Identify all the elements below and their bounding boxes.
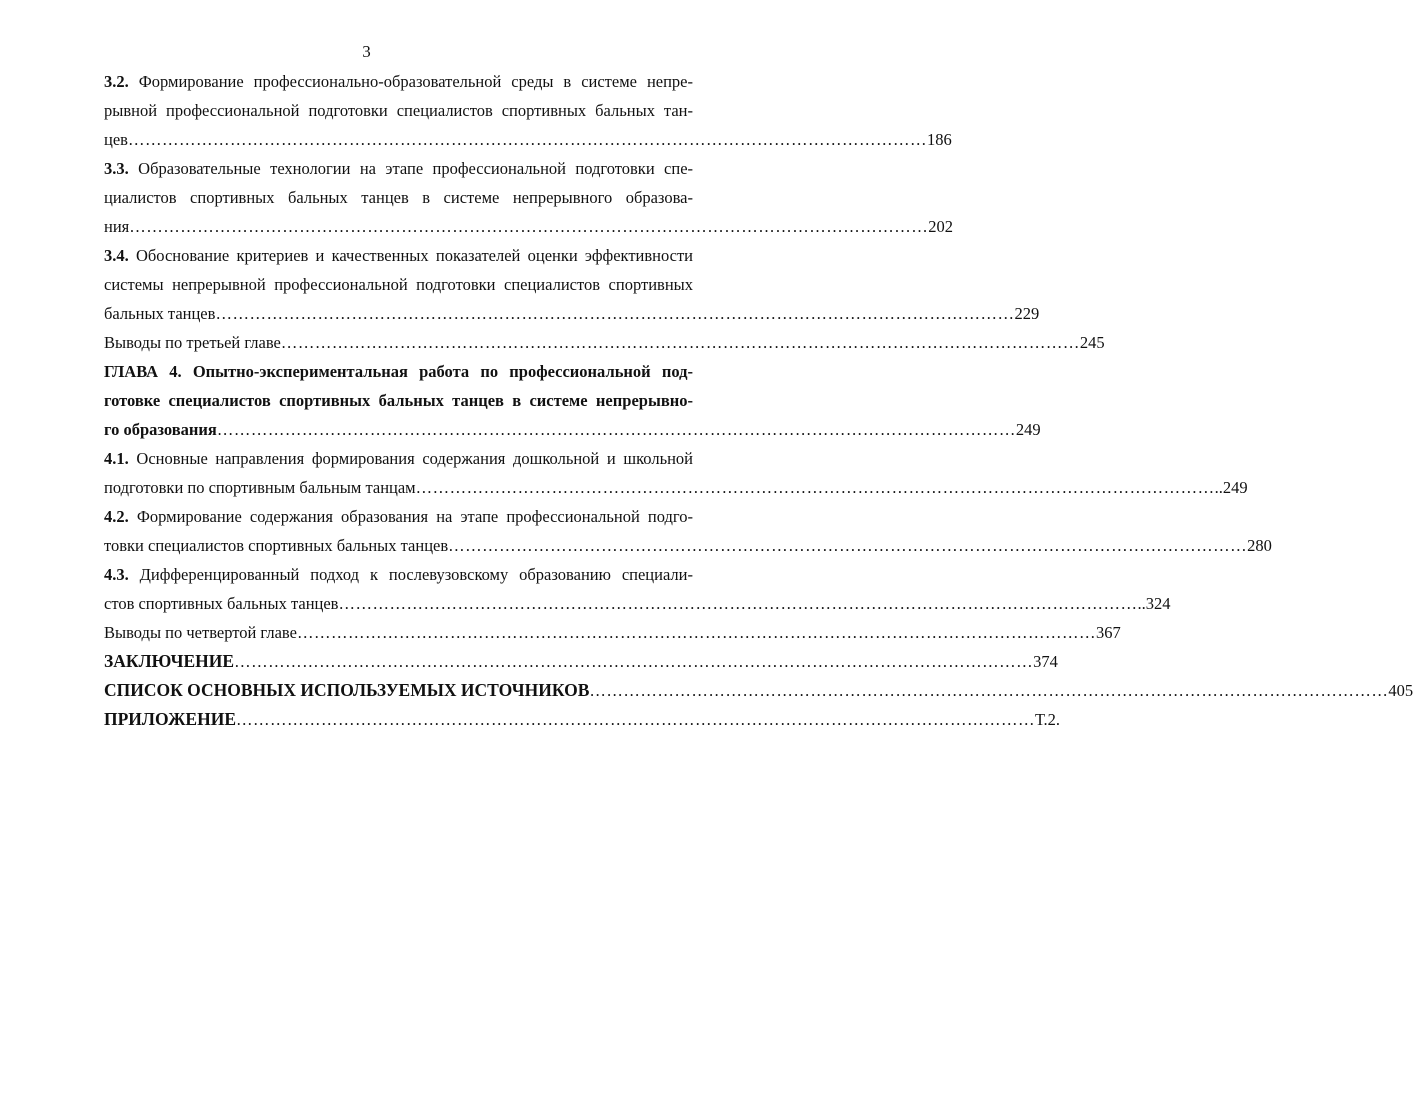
- toc-entry-text: Основные направления формирования содержания дошкольной и школьной: [136, 449, 693, 468]
- toc-page-number: ..324: [1137, 594, 1171, 613]
- dot-leader: ……………………………………………………………………………………………………………………………: [236, 710, 1036, 729]
- dot-leader: ……………………………………………………………………………………………………………………………: [280, 333, 1080, 352]
- dot-leader: ……………………………………………………………………………………………………………………………: [127, 130, 927, 149]
- toc-page-number: 367: [1095, 623, 1121, 642]
- toc-page-number: 186: [926, 130, 952, 149]
- toc-page-number: 229: [1014, 304, 1040, 323]
- toc-entry-text: бальных танцев: [104, 304, 216, 323]
- toc-page-number: 374: [1033, 652, 1058, 671]
- toc-entry-text: подготовки по спортивным бальным танцам: [104, 478, 416, 497]
- toc-entry-appendix: [104, 705, 1060, 734]
- page-number: 3: [362, 42, 371, 61]
- toc-page-number: 202: [928, 217, 953, 236]
- toc-page-number: 405: [1388, 681, 1413, 700]
- toc-entry-number: 3.4.: [104, 246, 129, 265]
- toc-entry-text: цев: [104, 130, 128, 149]
- toc-entry-4-3-line-1: [104, 560, 693, 589]
- toc-entry-text: Выводы по третьей главе: [104, 333, 281, 352]
- toc-entry-text: Дифференцированный подход к послевузовскому образованию специали-: [139, 565, 693, 584]
- toc-entry-text: ЗАКЛЮЧЕНИЕ: [104, 651, 235, 671]
- dot-leader: ……………………………………………………………………………………………………………………………: [129, 217, 929, 236]
- toc-entry-text: ПРИЛОЖЕНИЕ: [104, 709, 237, 729]
- toc-entry-number: 3.3.: [104, 159, 129, 178]
- toc-page-number: 249: [1015, 420, 1041, 439]
- toc-entry-number: 4.1.: [104, 449, 129, 468]
- toc-entry-text: Формирование профессионально-образовательной среды в системе непре-: [138, 72, 693, 91]
- toc-page-number: 280: [1247, 536, 1272, 555]
- toc-entry-4-3-line-2: [104, 589, 1171, 618]
- toc-entry-4-1-line-2: [104, 473, 1248, 502]
- dot-leader: ……………………………………………………………………………………………………………………………: [338, 594, 1138, 613]
- dot-leader: ……………………………………………………………………………………………………………………………: [215, 304, 1015, 323]
- toc-entry-conclusion: [104, 647, 1058, 676]
- toc-entry-4-1-line-1: [104, 444, 693, 473]
- toc-page-number: 245: [1079, 333, 1105, 352]
- toc-entry-text: СПИСОК ОСНОВНЫХ ИСПОЛЬЗУЕМЫХ ИСТОЧНИКОВ: [104, 680, 590, 700]
- toc-entry-text: Выводы по четвертой главе: [104, 623, 297, 642]
- toc-entry-3-2-line-2: рывной профессиональной подготовки специалистов спортивных бальных тан-: [104, 101, 693, 120]
- toc-entry-text: го образования: [104, 420, 217, 439]
- dot-leader: ……………………………………………………………………………………………………………………………: [234, 652, 1034, 671]
- toc-entry-3-3-line-2: циалистов спортивных бальных танцев в системе непрерывного образова-: [104, 188, 693, 207]
- toc-chapter-4-line-1: ГЛАВА 4. Опытно-экспериментальная работа по профессиональной под-: [104, 362, 693, 381]
- toc-entry-3-3-line-3: [104, 212, 953, 241]
- toc-chapter-4-line-3: [104, 415, 1041, 444]
- toc-entry-text: стов спортивных бальных танцев: [104, 594, 339, 613]
- dot-leader: ……………………………………………………………………………………………………………………………: [448, 536, 1248, 555]
- toc-chapter-4-line-2: готовке специалистов спортивных бальных танцев в системе непрерывно-: [104, 391, 693, 410]
- toc-entry-3-4-line-3: [104, 299, 1040, 328]
- toc-entry-conclusions-ch4: [104, 618, 1121, 647]
- toc-entry-3-3-line-1: [104, 154, 693, 183]
- toc-entry-4-2-line-1: [104, 502, 693, 531]
- toc-entry-number: 4.2.: [104, 507, 129, 526]
- dot-leader: ……………………………………………………………………………………………………………………………: [216, 420, 1016, 439]
- toc-entry-bibliography: [104, 676, 1413, 705]
- toc-entry-3-4-line-1: [104, 241, 693, 270]
- toc-entry-3-4-line-2: системы непрерывной профессиональной подготовки специалистов спортивных: [104, 275, 693, 294]
- toc-entry-4-2-line-2: [104, 531, 1272, 560]
- toc-entry-number: 4.3.: [104, 565, 129, 584]
- toc-page-number: ..249: [1214, 478, 1248, 497]
- toc-entry-text: товки специалистов спортивных бальных танцев: [104, 536, 449, 555]
- toc-entry-number: 3.2.: [104, 72, 129, 91]
- toc-entry-3-2-line-3: [104, 125, 952, 154]
- toc-page-number: Т.2.: [1035, 710, 1060, 729]
- toc-entry-text: ния: [104, 217, 130, 236]
- toc-entry-3-2-line-1: [104, 67, 693, 96]
- toc-entry-text: Обоснование критериев и качественных показателей оценки эффективности: [136, 246, 694, 265]
- dot-leader: ……………………………………………………………………………………………………………………………: [415, 478, 1215, 497]
- dot-leader: ……………………………………………………………………………………………………………………………: [589, 681, 1389, 700]
- dot-leader: ……………………………………………………………………………………………………………………………: [296, 623, 1096, 642]
- toc-entry-conclusions-ch3: [104, 328, 1105, 357]
- toc-entry-text: Образовательные технологии на этапе профессиональной подготовки спе-: [138, 159, 694, 178]
- toc-entry-text: Формирование содержания образования на этапе профессиональной подго-: [136, 507, 693, 526]
